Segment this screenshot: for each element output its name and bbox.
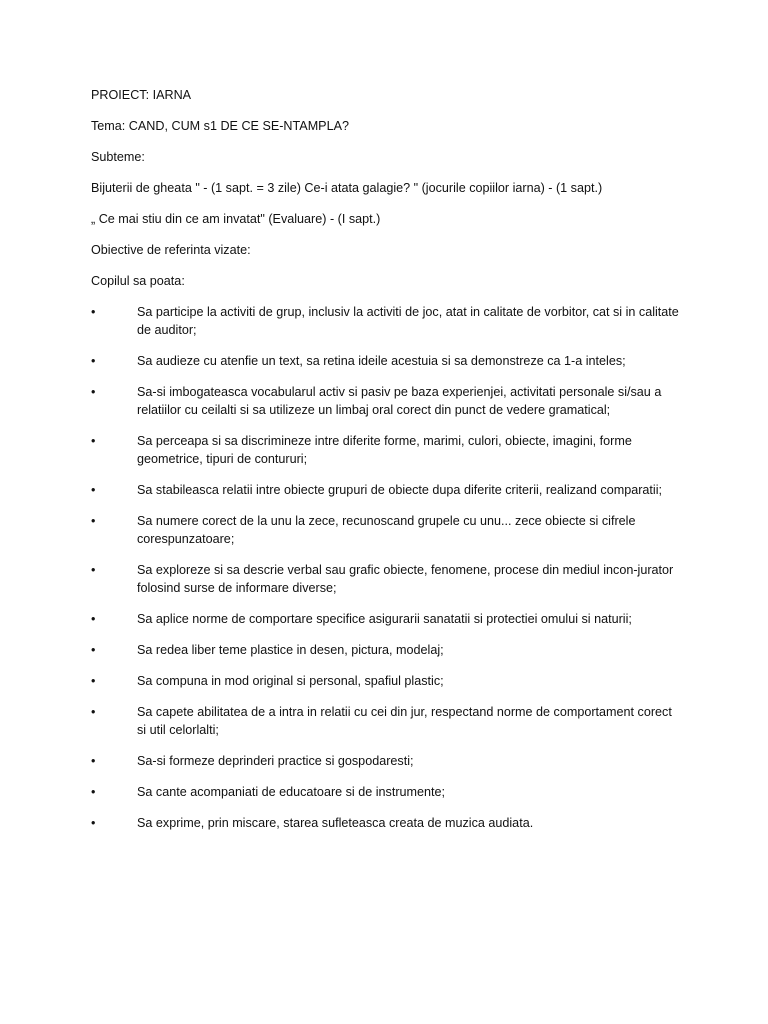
objective-text: Sa stabileasca relatii intre obiecte grupuri de obiecte dupa diferite criterii, realizand comparatii; (137, 483, 663, 497)
objective-text: Sa compuna in mod original si personal, spafiul plastic; (137, 674, 444, 688)
objective-text: Sa-si formeze deprinderi practice si gospodaresti; (137, 754, 414, 768)
bullet-icon: • (91, 514, 96, 528)
subtheme-line-1: Bijuterii de gheata " - (1 sapt. = 3 zile) Ce-i atata galagie? " (jocurile copiilor iarna) - (1 sapt.) (91, 181, 603, 195)
project-title: PROIECT: IARNA (91, 88, 192, 102)
objective-text: Sa-si imbogateasca vocabularul activ si pasiv pe baza experienjei, activitati personale si/sau a relatiilor cu ceilalti si sa utilizeze un limbaj oral corect din punct de vedere gramatical; (137, 385, 662, 417)
bullet-icon: • (91, 612, 96, 626)
bullet-icon: • (91, 643, 96, 657)
objective-text: Sa exploreze si sa descrie verbal sau grafic obiecte, fenomene, procese din mediul incon-jurator folosind surse de informare diverse; (137, 563, 674, 595)
objective-item (91, 641, 683, 659)
bullet-icon: • (91, 563, 96, 577)
objective-item (91, 672, 683, 690)
subtheme-line-2: „ Ce mai stiu din ce am invatat" (Evaluare) - (I sapt.) (91, 212, 381, 226)
bullet-icon: • (91, 385, 96, 399)
objective-text: Sa capete abilitatea de a intra in relatii cu cei din jur, respectand norme de comportament corect si util celorlalti; (137, 705, 672, 737)
subthemes-label: Subteme: (91, 150, 145, 164)
objectives-list (91, 303, 683, 832)
bullet-icon: • (91, 816, 96, 830)
objective-item (91, 814, 683, 832)
objective-item (91, 352, 683, 370)
objective-item (91, 752, 683, 770)
bullet-icon: • (91, 754, 96, 768)
objective-item (91, 561, 683, 597)
objective-text: Sa participe la activiti de grup, inclusiv la activiti de joc, atat in calitate de vorbitor, cat si in calitate de auditor; (137, 305, 679, 337)
objective-text: Sa audieze cu atenfie un text, sa retina ideile acestuia si sa demonstreze ca 1-a inteles; (137, 354, 626, 368)
bullet-icon: • (91, 785, 96, 799)
theme-line: Tema: CAND, CUM s1 DE CE SE-NTAMPLA? (91, 119, 349, 133)
bullet-icon: • (91, 674, 96, 688)
bullet-icon: • (91, 354, 96, 368)
bullet-icon: • (91, 305, 96, 319)
child-should-label: Copilul sa poata: (91, 274, 185, 288)
objective-text: Sa perceapa si sa discrimineze intre diferite forme, marimi, culori, obiecte, imagini, forme geometrice, tipuri de contururi; (137, 434, 632, 466)
bullet-icon: • (91, 434, 96, 448)
objective-text: Sa aplice norme de comportare specifice asigurarii sanatatii si protectiei omului si naturii; (137, 612, 632, 626)
bullet-icon: • (91, 483, 96, 497)
objective-item (91, 703, 683, 739)
objective-item (91, 512, 683, 548)
objective-item (91, 303, 683, 339)
objective-text: Sa numere corect de la unu la zece, recunoscand grupele cu unu... zece obiecte si cifrele corespunzatoare; (137, 514, 636, 546)
objective-item (91, 481, 683, 499)
document-body (91, 86, 683, 845)
objective-item (91, 783, 683, 801)
objective-item (91, 432, 683, 468)
objective-text: Sa redea liber teme plastice in desen, pictura, modelaj; (137, 643, 444, 657)
objective-text: Sa cante acompaniati de educatoare si de instrumente; (137, 785, 446, 799)
objective-text: Sa exprime, prin miscare, starea sufleteasca creata de muzica audiata. (137, 816, 534, 830)
bullet-icon: • (91, 705, 96, 719)
objective-item (91, 383, 683, 419)
objectives-heading: Obiective de referinta vizate: (91, 243, 251, 257)
objective-item (91, 610, 683, 628)
